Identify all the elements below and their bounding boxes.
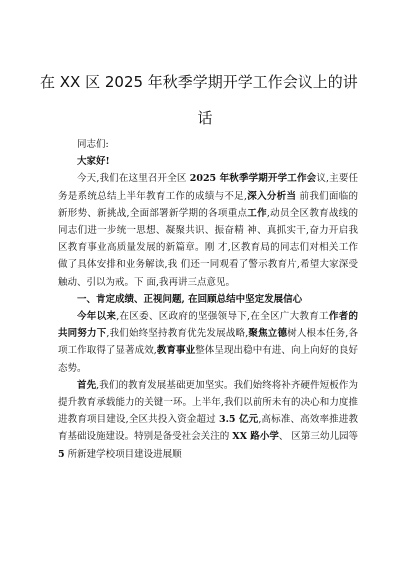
- p2-run-4: 聚焦立德: [248, 328, 288, 340]
- paragraph-infrastructure: [58, 377, 358, 463]
- paragraph-achievements: [58, 308, 358, 377]
- salutation: 同志们:: [77, 139, 109, 150]
- p3-run-5: 、 区第三幼儿园等: [278, 431, 358, 443]
- p2-run-1: ,在区委、区政府的坚强领导下,在全区广大教育工: [116, 311, 329, 323]
- p1-run-0: 今天,我们在这里召开全区: [77, 173, 190, 185]
- p1-run-2: 议,主要任务是系统总结上半年教育工作的成绩与不足,: [58, 173, 359, 202]
- section-heading-1: 一、肯定成绩、正视问题, 在回顾总结中坚定发展信心: [77, 293, 303, 305]
- p2-run-5: 树人根本任务,各项工作取得了显著成效,: [58, 328, 358, 357]
- paragraph-intro: [58, 170, 358, 290]
- p1-run-1: 2025 年秋季学期开学工作会: [189, 173, 317, 185]
- p2-run-6: 教育事业: [156, 345, 196, 357]
- speech-title: 在 XX 区 2025 年秋季学期开学工作会议上的讲: [40, 73, 358, 91]
- p3-run-3: ,高标准、高效率推进教育基础设施建设。特别是备受社会关注的: [58, 414, 358, 443]
- p3-run-0: 首先: [77, 379, 97, 391]
- p3-run-6: 5: [58, 448, 65, 460]
- p3-run-2: 3.5 亿元: [219, 414, 259, 426]
- p3-run-7: 所新建学校项目建设进展顺: [64, 448, 182, 460]
- p2-run-7: 整体呈现出稳中有进、向上向好的良好态势。: [58, 345, 358, 374]
- p3-run-1: ,我们的教育发展基础更加坚实。我们始终将补齐硬件短板作为提升教育承载能力的关键一环。上半年,我们以前所未有的决心和力度推进教育项目建设,全区共投入资金超过: [58, 379, 358, 426]
- p2-run-2: 作者的共同努力下: [58, 311, 358, 340]
- p3-run-4: XX 路小学: [232, 431, 279, 443]
- document-body: [58, 136, 358, 463]
- p2-run-3: ,我们始终坚持教育优先发展战略,: [106, 328, 249, 340]
- p1-run-3: 深入分析当: [247, 190, 297, 202]
- p1-run-6: ,动员全区教育战线的同志们进一步统一思想、凝聚共识、振奋精 神、真抓实干,奋力开启我区教育事业高质量发展的新篇章。刚 才,区教育局的同志们对相关工作做了具体安排和业务解读,我 们还一同观看了警示教育片,希望大家深受触动、引以为戒。下 面,我再讲三点意见。: [58, 207, 358, 288]
- speech-title-continued: 话: [197, 109, 213, 127]
- greeting: 大家好!: [77, 156, 110, 168]
- p2-run-0: 今年以来: [77, 311, 117, 323]
- p1-run-4: 前我们面临的新形势、新挑战,全面部署新学期的各项重点: [58, 190, 358, 219]
- p1-run-5: 工作: [247, 207, 267, 219]
